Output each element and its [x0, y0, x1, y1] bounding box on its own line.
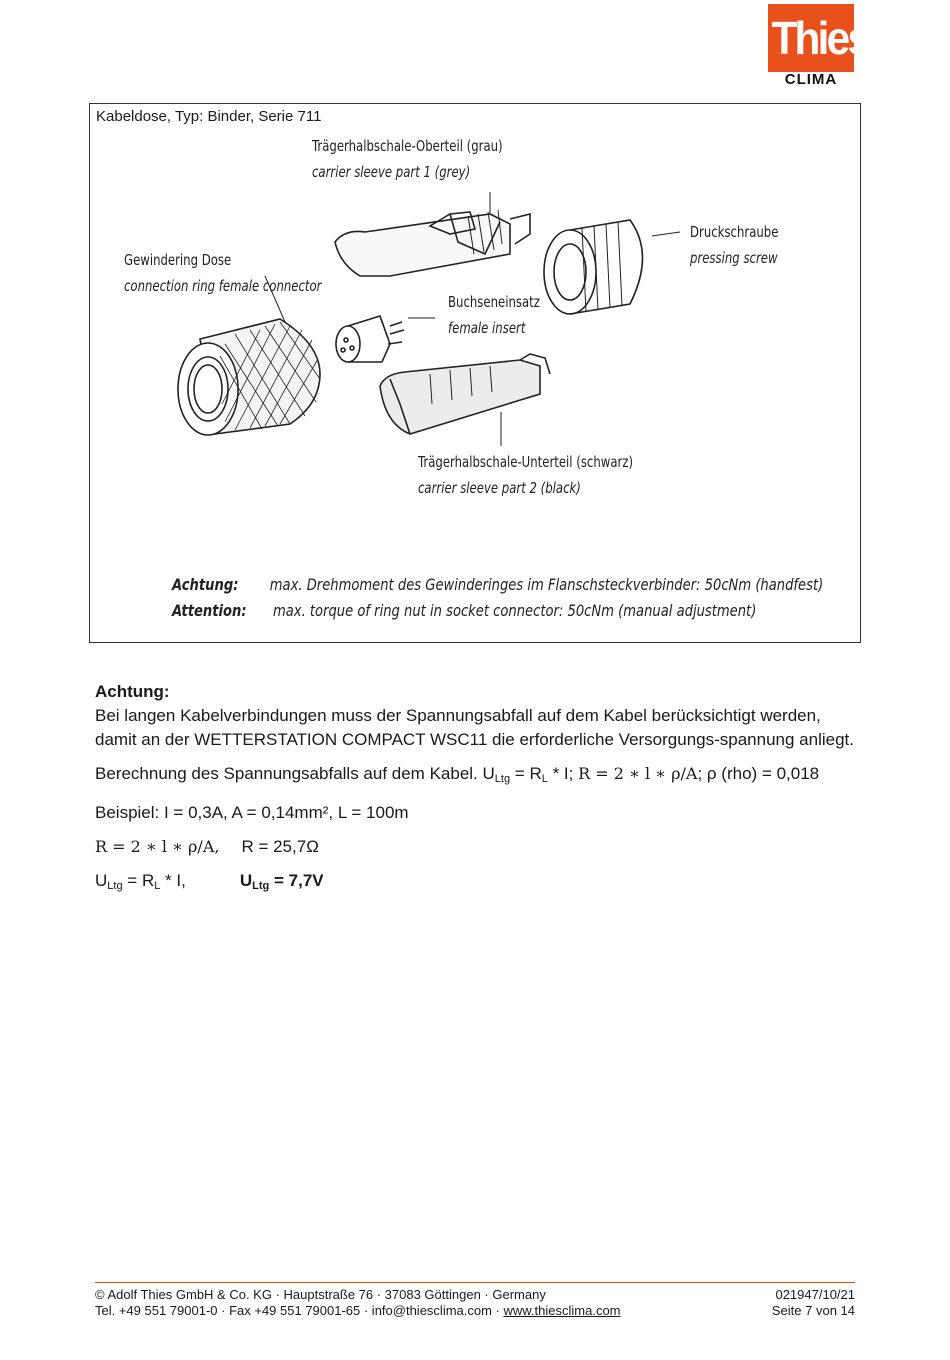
- attention-en: [172, 598, 756, 624]
- attention-de-text: max. Drehmoment des Gewinderinges im Flanschsteckverbinder: 50cNm (handfest): [269, 575, 824, 594]
- thies-clima-logo: [768, 4, 869, 88]
- label-sleeve2-de: Trägerhalbschale-Unterteil (schwarz): [418, 453, 634, 471]
- label-screw-de: Druckschraube: [690, 223, 779, 241]
- logo-badge: [768, 4, 869, 72]
- label-ring-en: connection ring female connector: [124, 277, 322, 295]
- connector-drawing: [90, 104, 862, 644]
- voltage-line: $U_{Ltg} = R_L * I$, $U_{Ltg} = 7,7V$: [95, 871, 324, 892]
- logo-sub: CLIMA: [784, 71, 838, 88]
- carrier-sleeve-1-drawing: [335, 210, 530, 276]
- label-ring-de: Gewindering Dose: [124, 251, 232, 269]
- figure-caption: Kabeldose, Typ: Binder, Serie 711: [96, 108, 322, 125]
- female-insert-drawing: [336, 316, 404, 362]
- footer-company: © Adolf Thies GmbH & Co. KG · Hauptstraße 76 · 37083 Göttingen · Germany: [95, 1287, 546, 1302]
- attention-en-text: max. torque of ring nut in socket connector: 50cNm (manual adjustment): [272, 601, 757, 620]
- carrier-sleeve-2-drawing: [380, 354, 550, 434]
- label-insert-de: Buchseneinsatz: [448, 293, 540, 311]
- logo-brand: Thies: [771, 12, 869, 64]
- resistance-line: R = 2 ∗ l ∗ ρ/A, R = 25,7Ω: [95, 837, 319, 856]
- footer-contact: Tel. +49 551 79001-0 · Fax +49 551 79001-65 · info@thiesclima.com · www.thiesclima.com: [95, 1303, 621, 1318]
- footer-docnum: 021947/10/21: [775, 1287, 855, 1302]
- label-insert-en: female insert: [448, 319, 526, 337]
- website-link[interactable]: www.thiesclima.com: [503, 1303, 621, 1318]
- pressing-screw-drawing: [544, 220, 643, 314]
- voltage-result: $U_{Ltg} = 7,7V$: [239, 871, 324, 892]
- page-footer: [95, 1282, 855, 1319]
- footer-page: Seite 7 von 14: [771, 1303, 855, 1318]
- attention-de: [172, 572, 823, 598]
- example-text: Beispiel: I = 0,3A, A = 0,14mm², L = 100m: [95, 803, 409, 822]
- label-sleeve1-de: Trägerhalbschale-Oberteil (grau): [312, 137, 503, 155]
- main-content: [95, 680, 855, 908]
- calculation-text: Berechnung des Spannungsabfalls auf dem Kabel. $U_{Ltg} = R_L * I$; R = 2 ∗ l ∗ ρ/A; ρ (rho) = 0,018: [95, 764, 820, 785]
- label-screw-en: pressing screw: [690, 249, 778, 267]
- attention-de-label: Achtung:: [172, 575, 239, 594]
- attention-en-label: Attention:: [172, 601, 247, 620]
- connector-figure: [89, 103, 861, 643]
- formula: R = 2 ∗ l ∗ ρ/A: [578, 764, 698, 783]
- label-sleeve1-en: carrier sleeve part 1 (grey): [312, 163, 471, 181]
- connection-ring-drawing: [178, 319, 320, 435]
- warning-heading: Achtung:: [95, 682, 170, 701]
- warning-text: Bei langen Kabelverbindungen muss der Spannungsabfall auf dem Kabel berücksichtigt werden, damit an der WETTERSTATION COMPACT WSC11 die erforderliche Versorgungs-spannung anliegt.: [95, 706, 854, 749]
- label-sleeve2-en: carrier sleeve part 2 (black): [418, 479, 581, 497]
